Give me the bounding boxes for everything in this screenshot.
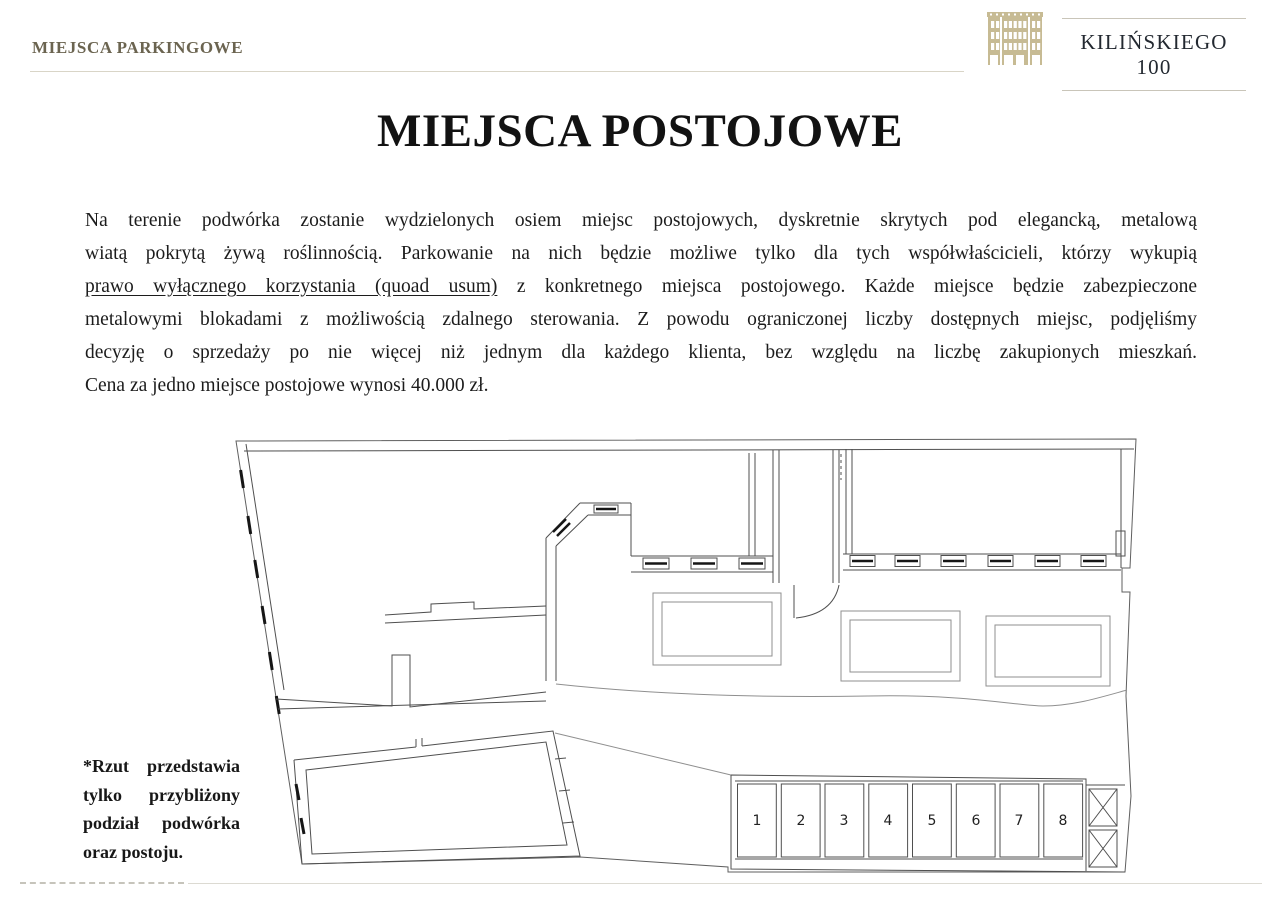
bay-corner-wall xyxy=(546,503,631,556)
paragraph-line: metalowymi blokadami z możliwością zdalnego sterowania. Z powodu ograniczonej liczby dostępnych miejsc, podjęliśmy xyxy=(85,309,1197,330)
header-rule xyxy=(30,71,964,72)
parking-stall xyxy=(738,784,777,857)
parking-stall-number: 7 xyxy=(1014,813,1024,829)
parking-stall xyxy=(825,784,864,857)
parking-stall-number: 6 xyxy=(971,813,981,829)
storage-box xyxy=(1089,789,1117,826)
parking-stall xyxy=(869,784,908,857)
south-west-building xyxy=(294,731,580,864)
building-facade-icon xyxy=(986,10,1044,72)
plan-footnote: *Rzut przedstawia tylko przybliżony podział podwórka oraz postoju. xyxy=(83,756,240,862)
door-arc xyxy=(796,585,839,618)
brand-name: KILIŃSKIEGO 100 xyxy=(1080,30,1228,79)
site-plan-drawing xyxy=(228,428,1173,890)
window-row-left xyxy=(631,556,773,572)
parking-stall-number: 3 xyxy=(839,813,849,829)
storage-box xyxy=(1089,830,1117,867)
bottom-dashed-rule xyxy=(20,882,184,884)
north-east-building xyxy=(846,449,1125,568)
parking-stall-number: 4 xyxy=(883,813,893,829)
window-row-right xyxy=(843,554,1121,570)
parking-stall xyxy=(956,784,995,857)
planter xyxy=(986,616,1110,686)
parking-stall xyxy=(1000,784,1039,857)
bottom-solid-rule xyxy=(188,883,1262,884)
parking-stall-number: 5 xyxy=(927,813,937,829)
section-label: MIEJSCA PARKINGOWE xyxy=(32,38,244,57)
parking-stall xyxy=(1044,784,1083,857)
left-wing-walls xyxy=(276,538,556,709)
driveway-lower-edge xyxy=(555,733,731,775)
west-wall-inner xyxy=(246,444,284,690)
parking-stall xyxy=(781,784,820,857)
paragraph-line: prawo wyłącznego korzystania (quoad usum) z konkretnego miejsca postojowego. Każde miejsce będzie zabezpieczone xyxy=(85,276,1197,297)
planter xyxy=(653,593,781,665)
north-wall-inner xyxy=(244,449,1134,451)
page-title: MIEJSCA POSTOJOWE xyxy=(376,105,904,157)
parking-stall xyxy=(913,784,952,857)
paragraph-line: wiatą pokrytą żywą roślinnością. Parkowanie na nich będzie możliwe tylko dla tych współwłaścicieli, którzy wykupią xyxy=(85,243,1197,264)
brand-rule-bottom xyxy=(1062,90,1246,91)
brand-block xyxy=(1062,18,1246,91)
parking-area xyxy=(731,775,1125,872)
parking-stall-number: 8 xyxy=(1058,813,1068,829)
paragraph-line: decyzję o sprzedaży po nie więcej niż jednym dla każdego klienta, bez względu na liczbę zakupionych mieszkań. xyxy=(85,342,1197,363)
parking-stall-number: 2 xyxy=(796,813,806,829)
underlined-phrase: prawo wyłącznego korzystania (quoad usum) xyxy=(85,276,498,297)
paragraph-line: Na terenie podwórka zostanie wydzielonych osiem miejsc postojowych, dyskretnie skrytych pod elegancką, metalową xyxy=(85,210,1197,231)
parking-stall-number: 1 xyxy=(752,813,762,829)
body-paragraph xyxy=(85,204,1197,402)
planter xyxy=(841,611,960,681)
paragraph-line: Cena za jedno miejsce postojowe wynosi 40.000 zł. xyxy=(85,375,489,396)
driveway-upper-edge xyxy=(556,684,1127,706)
